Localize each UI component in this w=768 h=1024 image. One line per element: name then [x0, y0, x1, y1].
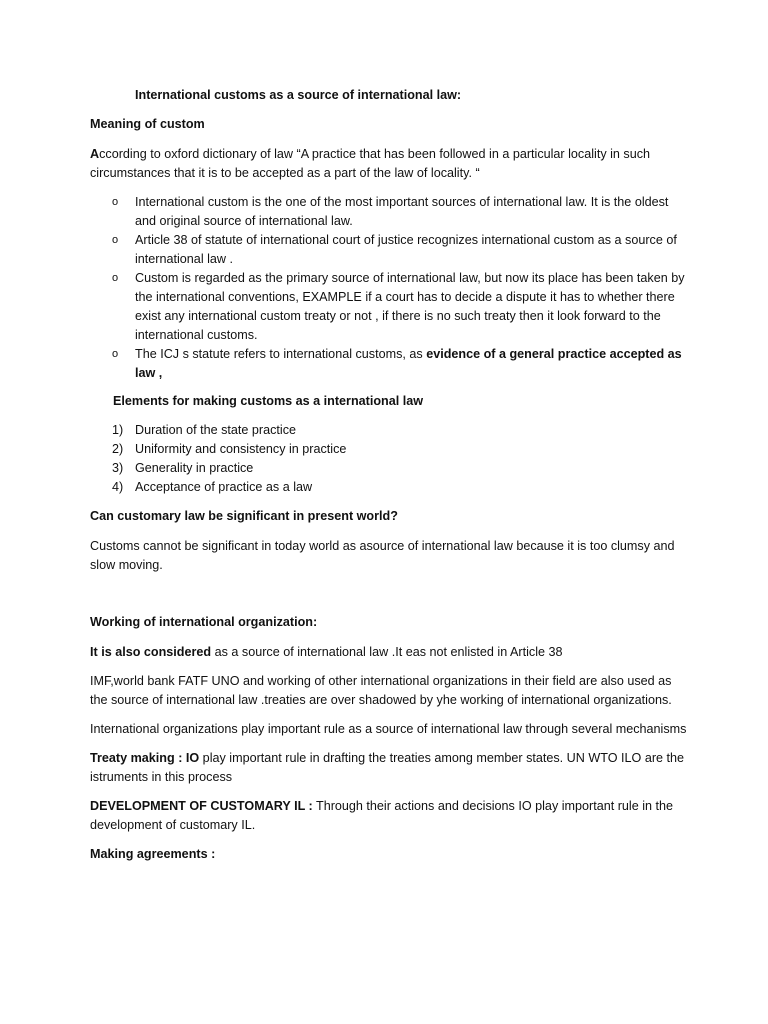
bullet-marker: o [112, 272, 119, 284]
treaty-making-text: play important rule in drafting the treaties among member states. UN WTO ILO are the istruments in this process [90, 751, 685, 784]
item-number: 3) [112, 461, 124, 475]
treaty-making-label: Treaty making : IO [90, 751, 200, 765]
meaning-paragraph [90, 145, 690, 183]
elements-heading: Elements for making customs as a international law [113, 394, 424, 408]
meaning-text: ccording to oxford dictionary of law “A practice that has been followed in a particular locality in such circumstances that it is to be accepted as a part of the law of locality. “ [90, 147, 651, 180]
io-considered-bold: It is also considered [90, 645, 212, 659]
document-body [90, 86, 690, 874]
bullet-marker: o [112, 234, 119, 246]
making-agreements-heading: Making agreements : [90, 847, 216, 861]
significance-heading: Can customary law be significant in present world? [90, 509, 398, 523]
document-title: International customs as a source of international law: [135, 88, 462, 102]
list-item [90, 231, 690, 269]
io-heading: Working of international organization: [90, 615, 318, 629]
bullet-text: The ICJ s statute refers to international customs, as [135, 347, 427, 361]
item-text: Uniformity and consistency in practice [135, 442, 347, 456]
io-considered-paragraph [90, 643, 690, 662]
bullet-marker: o [112, 196, 119, 208]
list-item [90, 421, 690, 440]
list-item [90, 193, 690, 231]
list-item [90, 269, 690, 345]
custom-bullet-list [90, 193, 690, 383]
list-item [90, 478, 690, 497]
dev-customary-paragraph [90, 797, 690, 835]
io-paragraph-1: IMF,world bank FATF UNO and working of other international organizations in their field are also used as the source of international law .treaties are over shadowed by yhe working of international organizations. [90, 674, 672, 707]
bullet-bold-text: evidence of a general practice accepted as law , [135, 347, 682, 380]
elements-list [90, 421, 690, 497]
list-item [90, 440, 690, 459]
item-text: Generality in practice [135, 461, 254, 475]
item-number: 4) [112, 480, 124, 494]
list-item [90, 345, 690, 383]
significance-paragraph: Customs cannot be significant in today world as asource of international law because it is too clumsy and slow moving. [90, 539, 675, 572]
bullet-text: Custom is regarded as the primary source of international law, but now its place has been taken by the international conventions, EXAMPLE if a court has to decide a dispute it has to whether there exist any international custom treaty or not , if there is no such treaty then it look forward to the international customs. [135, 271, 685, 342]
item-number: 1) [112, 423, 124, 437]
section-gap [90, 585, 690, 613]
dev-customary-label: DEVELOPMENT OF CUSTOMARY IL : [90, 799, 313, 813]
io-paragraph-2: International organizations play important rule as a source of international law through several mechanisms [90, 722, 687, 736]
dropcap-letter: A [90, 147, 100, 161]
item-text: Acceptance of practice as a law [135, 480, 313, 494]
meaning-heading: Meaning of custom [90, 117, 205, 131]
io-considered-text: as a source of international law .It eas not enlisted in Article 38 [211, 645, 563, 659]
dev-customary-text: Through their actions and decisions IO play important rule in the development of customary IL. [90, 799, 674, 832]
list-item [90, 459, 690, 478]
item-number: 2) [112, 442, 124, 456]
treaty-making-paragraph [90, 749, 690, 787]
bullet-text: International custom is the one of the most important sources of international law. It is the oldest and original source of international law. [135, 195, 669, 228]
item-text: Duration of the state practice [135, 423, 297, 437]
bullet-marker: o [112, 348, 119, 360]
bullet-text: Article 38 of statute of international court of justice recognizes international custom as a source of international law . [135, 233, 677, 266]
